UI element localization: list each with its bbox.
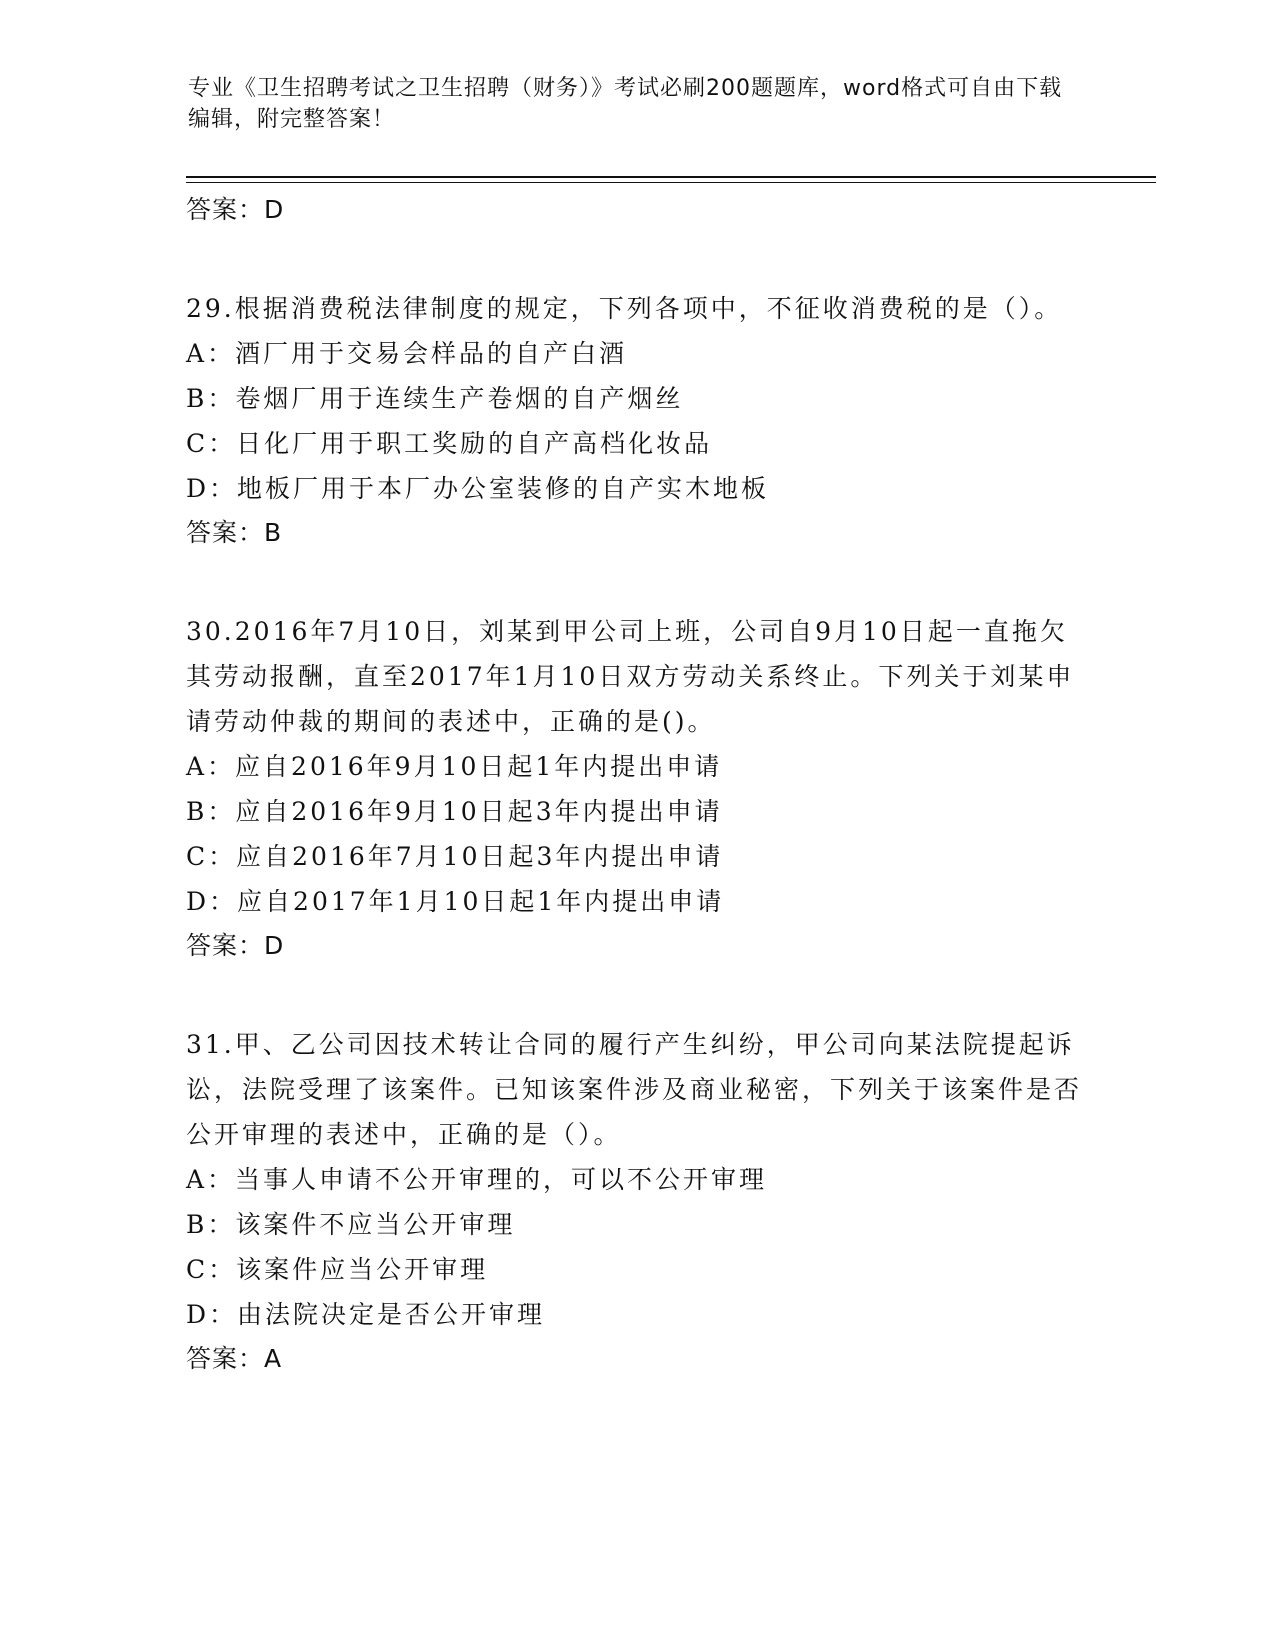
- option-d: D：地板厂用于本厂办公室装修的自产实木地板: [186, 474, 770, 503]
- document-body: [186, 190, 1086, 1379]
- question-31: [186, 1022, 1086, 1379]
- answer: 答案：A: [186, 1344, 283, 1373]
- answer: 答案：D: [186, 931, 285, 960]
- header-divider-thin: [186, 182, 1156, 183]
- option-a: A：酒厂用于交易会样品的自产白酒: [186, 339, 628, 368]
- question-stem: 29.根据消费税法律制度的规定，下列各项中，不征收消费税的是（）。: [186, 294, 1063, 323]
- option-a: A：当事人申请不公开审理的，可以不公开审理: [186, 1165, 768, 1194]
- question-stem: 30.2016年7月10日，刘某到甲公司上班，公司自9月10日起一直拖欠其劳动报酬，直至2017年1月10日双方劳动关系终止。下列关于刘某申请劳动仲裁的期间的表述中，正确的是()。: [186, 617, 1075, 736]
- option-c: C：日化厂用于职工奖励的自产高档化妆品: [186, 429, 713, 458]
- question-29: [186, 286, 1086, 553]
- option-c: C：应自2016年7月10日起3年内提出申请: [186, 842, 724, 871]
- option-b: B：卷烟厂用于连续生产卷烟的自产烟丝: [186, 384, 684, 413]
- option-d: D：应自2017年1月10日起1年内提出申请: [186, 887, 725, 916]
- option-c: C：该案件应当公开审理: [186, 1255, 489, 1284]
- header-divider-thick: [186, 176, 1156, 178]
- option-b: B：应自2016年9月10日起3年内提出申请: [186, 797, 723, 826]
- option-a: A：应自2016年9月10日起1年内提出申请: [186, 752, 723, 781]
- answer: 答案：B: [186, 518, 283, 547]
- question-30: [186, 609, 1086, 966]
- previous-answer: 答案：D: [186, 195, 285, 224]
- question-stem: 31.甲、乙公司因技术转让合同的履行产生纠纷，甲公司向某法院提起诉讼，法院受理了该案件。已知该案件涉及商业秘密，下列关于该案件是否公开审理的表述中，正确的是（）。: [186, 1030, 1083, 1149]
- option-b: B：该案件不应当公开审理: [186, 1210, 516, 1239]
- option-d: D：由法院决定是否公开审理: [186, 1300, 546, 1329]
- page-header: 专业《卫生招聘考试之卫生招聘（财务）》考试必刷200题题库，word格式可自由下载编辑，附完整答案！: [188, 76, 1063, 132]
